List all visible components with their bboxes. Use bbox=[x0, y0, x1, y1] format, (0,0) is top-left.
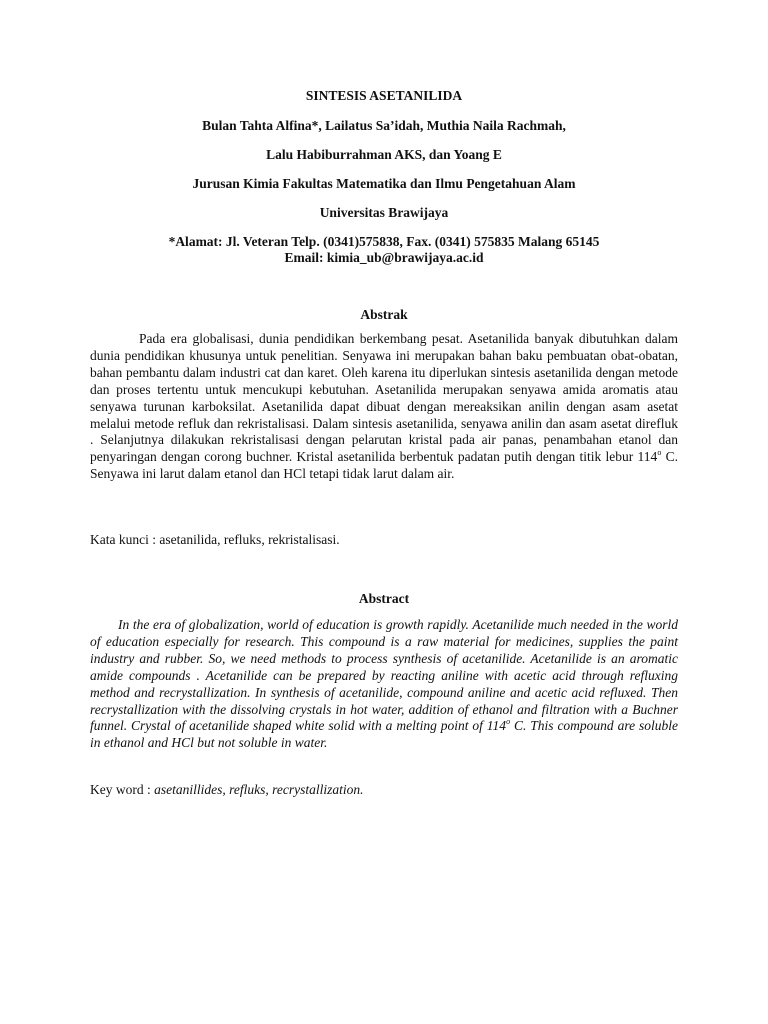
abstrak-body-text: Pada era globalisasi, dunia pendidikan berkembang pesat. Asetanilida banyak dibutuhkan dalam dunia pendidikan khusunya untuk penelitian. Senyawa ini merupakan bahan baku pembuatan obat-obatan, bahan pembantu dalam industri cat dan karet. Oleh karena itu diperlukan sintesis asetanilida dengan metode dan proses tertentu untuk mencukupi kebutuhan. Asetanilida merupakan senyawa amida aromatis atau senyawa turunan karboksilat. Asetanilida dapat dibuat dengan mereaksikan anilin dengan asam asetat melalui metode refluk dan rekristalisasi. Dalam sintesis asetanilida, senyawa anilin dan asam asetat direfluk . Selanjutnya dilakukan rekristalisasi dengan pelarutan kristal pada air panas, penambahan etanol dan penyaringan dengan corong buchner. Kristal asetanilida berbentuk padatan putih dengan titik lebur 114 bbox=[90, 331, 678, 465]
affiliation-line-2: Universitas Brawijaya bbox=[319, 205, 449, 220]
email-line: Email: kimia_ub@brawijaya.ac.id bbox=[284, 250, 484, 265]
keywords-label: Key word : bbox=[90, 782, 155, 797]
address-line: *Alamat: Jl. Veteran Telp. (0341)575838, Fax. (0341) 575835 Malang 65145 bbox=[168, 234, 600, 249]
abstrak-body bbox=[90, 331, 678, 483]
authors-line-1: Bulan Tahta Alfina*, Lailatus Sa’idah, Muthia Naila Rachmah, bbox=[202, 118, 566, 133]
keywords-value: asetanillides, refluks, recrystallization. bbox=[154, 782, 364, 797]
abstract-body-text-end: C. This compound are soluble in ethanol and HCl but not soluble in water. bbox=[90, 718, 679, 751]
abstrak-keywords: Kata kunci : asetanilida, refluks, rekristalisasi. bbox=[90, 532, 340, 547]
paper-title: SINTESIS ASETANILIDA bbox=[305, 88, 463, 103]
abstract-body bbox=[90, 617, 678, 752]
degree-superscript: o bbox=[506, 717, 511, 727]
authors-line-2: Lalu Habiburrahman AKS, dan Yoang E bbox=[266, 147, 502, 162]
abstract-keywords bbox=[90, 782, 678, 798]
abstrak-body-text-end: C. Senyawa ini larut dalam etanol dan HCl tetapi tidak larut dalam air. bbox=[90, 449, 678, 482]
abstract-heading: Abstract bbox=[358, 591, 410, 606]
degree-superscript: o bbox=[657, 448, 662, 458]
abstrak-heading: Abstrak bbox=[360, 307, 408, 322]
abstract-body-text: In the era of globalization, world of education is growth rapidly. Acetanilide much needed in the world of education especially for research. This compound is a raw material for medicines, supplies the paint industry and rubber. So, we need methods to process synthesis of acetanilide. Acetanilide is an aromatic amide compounds . Acetanilide can be prepared by reacting aniline with acetic acid through refluxing method and recrystallization. In synthesis of acetanilide, compound aniline and acetic acid refluxed. Then recrystallization with the dissolving crystals in hot water, addition of ethanol and filtration with a Buchner funnel. Crystal of acetanilide shaped white solid with a melting point of 114 bbox=[90, 617, 678, 734]
affiliation-line-1: Jurusan Kimia Fakultas Matematika dan Ilmu Pengetahuan Alam bbox=[192, 176, 576, 191]
